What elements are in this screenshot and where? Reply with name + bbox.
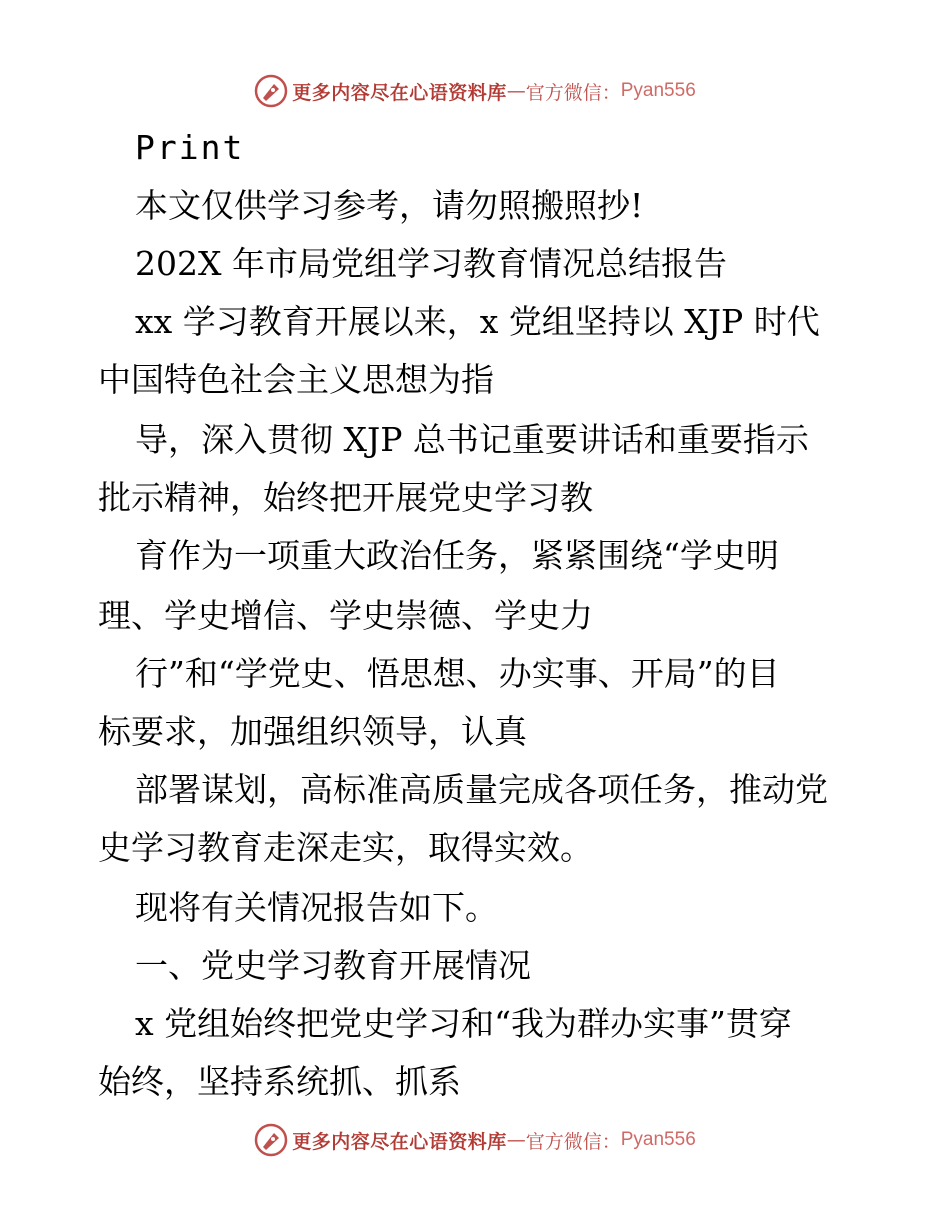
paragraph-line: 理、学史增信、学史崇德、学史力	[98, 596, 593, 635]
paragraph-line: 现将有关情况报告如下。	[135, 888, 498, 927]
banner-wechat-handle: Pyan556	[620, 80, 696, 101]
paragraph-line: x 党组始终把党史学习和“我为群办实事”贯穿	[135, 1004, 792, 1043]
footer-watermark-banner	[0, 1120, 950, 1160]
paragraph-line: 育作为一项重大政治任务，紧紧围绕“学史明	[135, 536, 779, 575]
print-label: Print	[135, 128, 245, 167]
paragraph-line: 始终，坚持系统抓、抓系	[98, 1062, 461, 1101]
header-watermark-banner	[0, 71, 950, 111]
document-title: 202X 年市局党组学习教育情况总结报告	[135, 244, 727, 283]
paragraph-line: 部署谋划，高标准高质量完成各项任务，推动党	[135, 770, 828, 809]
paragraph-line: 导，深入贯彻 XJP 总书记重要讲话和重要指示	[135, 420, 809, 459]
banner-title: 更多内容尽在心语资料库	[292, 1130, 507, 1153]
section-heading: 一、党史学习教育开展情况	[135, 946, 531, 985]
paragraph-line: 标要求，加强组织领导，认真	[98, 712, 527, 751]
paragraph-line: 批示精神，始终把开展党史学习教	[98, 478, 593, 517]
paragraph-line: 中国特色社会主义思想为指	[98, 360, 494, 399]
banner-wechat-handle: Pyan556	[620, 1129, 696, 1150]
pen-nib-logo-icon	[254, 74, 288, 108]
banner-separator: —	[506, 80, 526, 102]
banner-title: 更多内容尽在心语资料库	[292, 81, 507, 104]
disclaimer-line: 本文仅供学习参考，请勿照搬照抄!	[135, 186, 644, 225]
banner-wechat-label: 官方微信：	[525, 81, 621, 104]
banner-separator: —	[506, 1129, 526, 1151]
paragraph-line: xx 学习教育开展以来，x 党组坚持以 XJP 时代	[135, 302, 820, 341]
banner-wechat-label: 官方微信：	[525, 1130, 621, 1153]
paragraph-line: 史学习教育走深走实，取得实效。	[98, 828, 593, 867]
paragraph-line: 行”和“学党史、悟思想、办实事、开局”的目	[135, 654, 780, 693]
pen-nib-logo-icon	[254, 1123, 288, 1157]
